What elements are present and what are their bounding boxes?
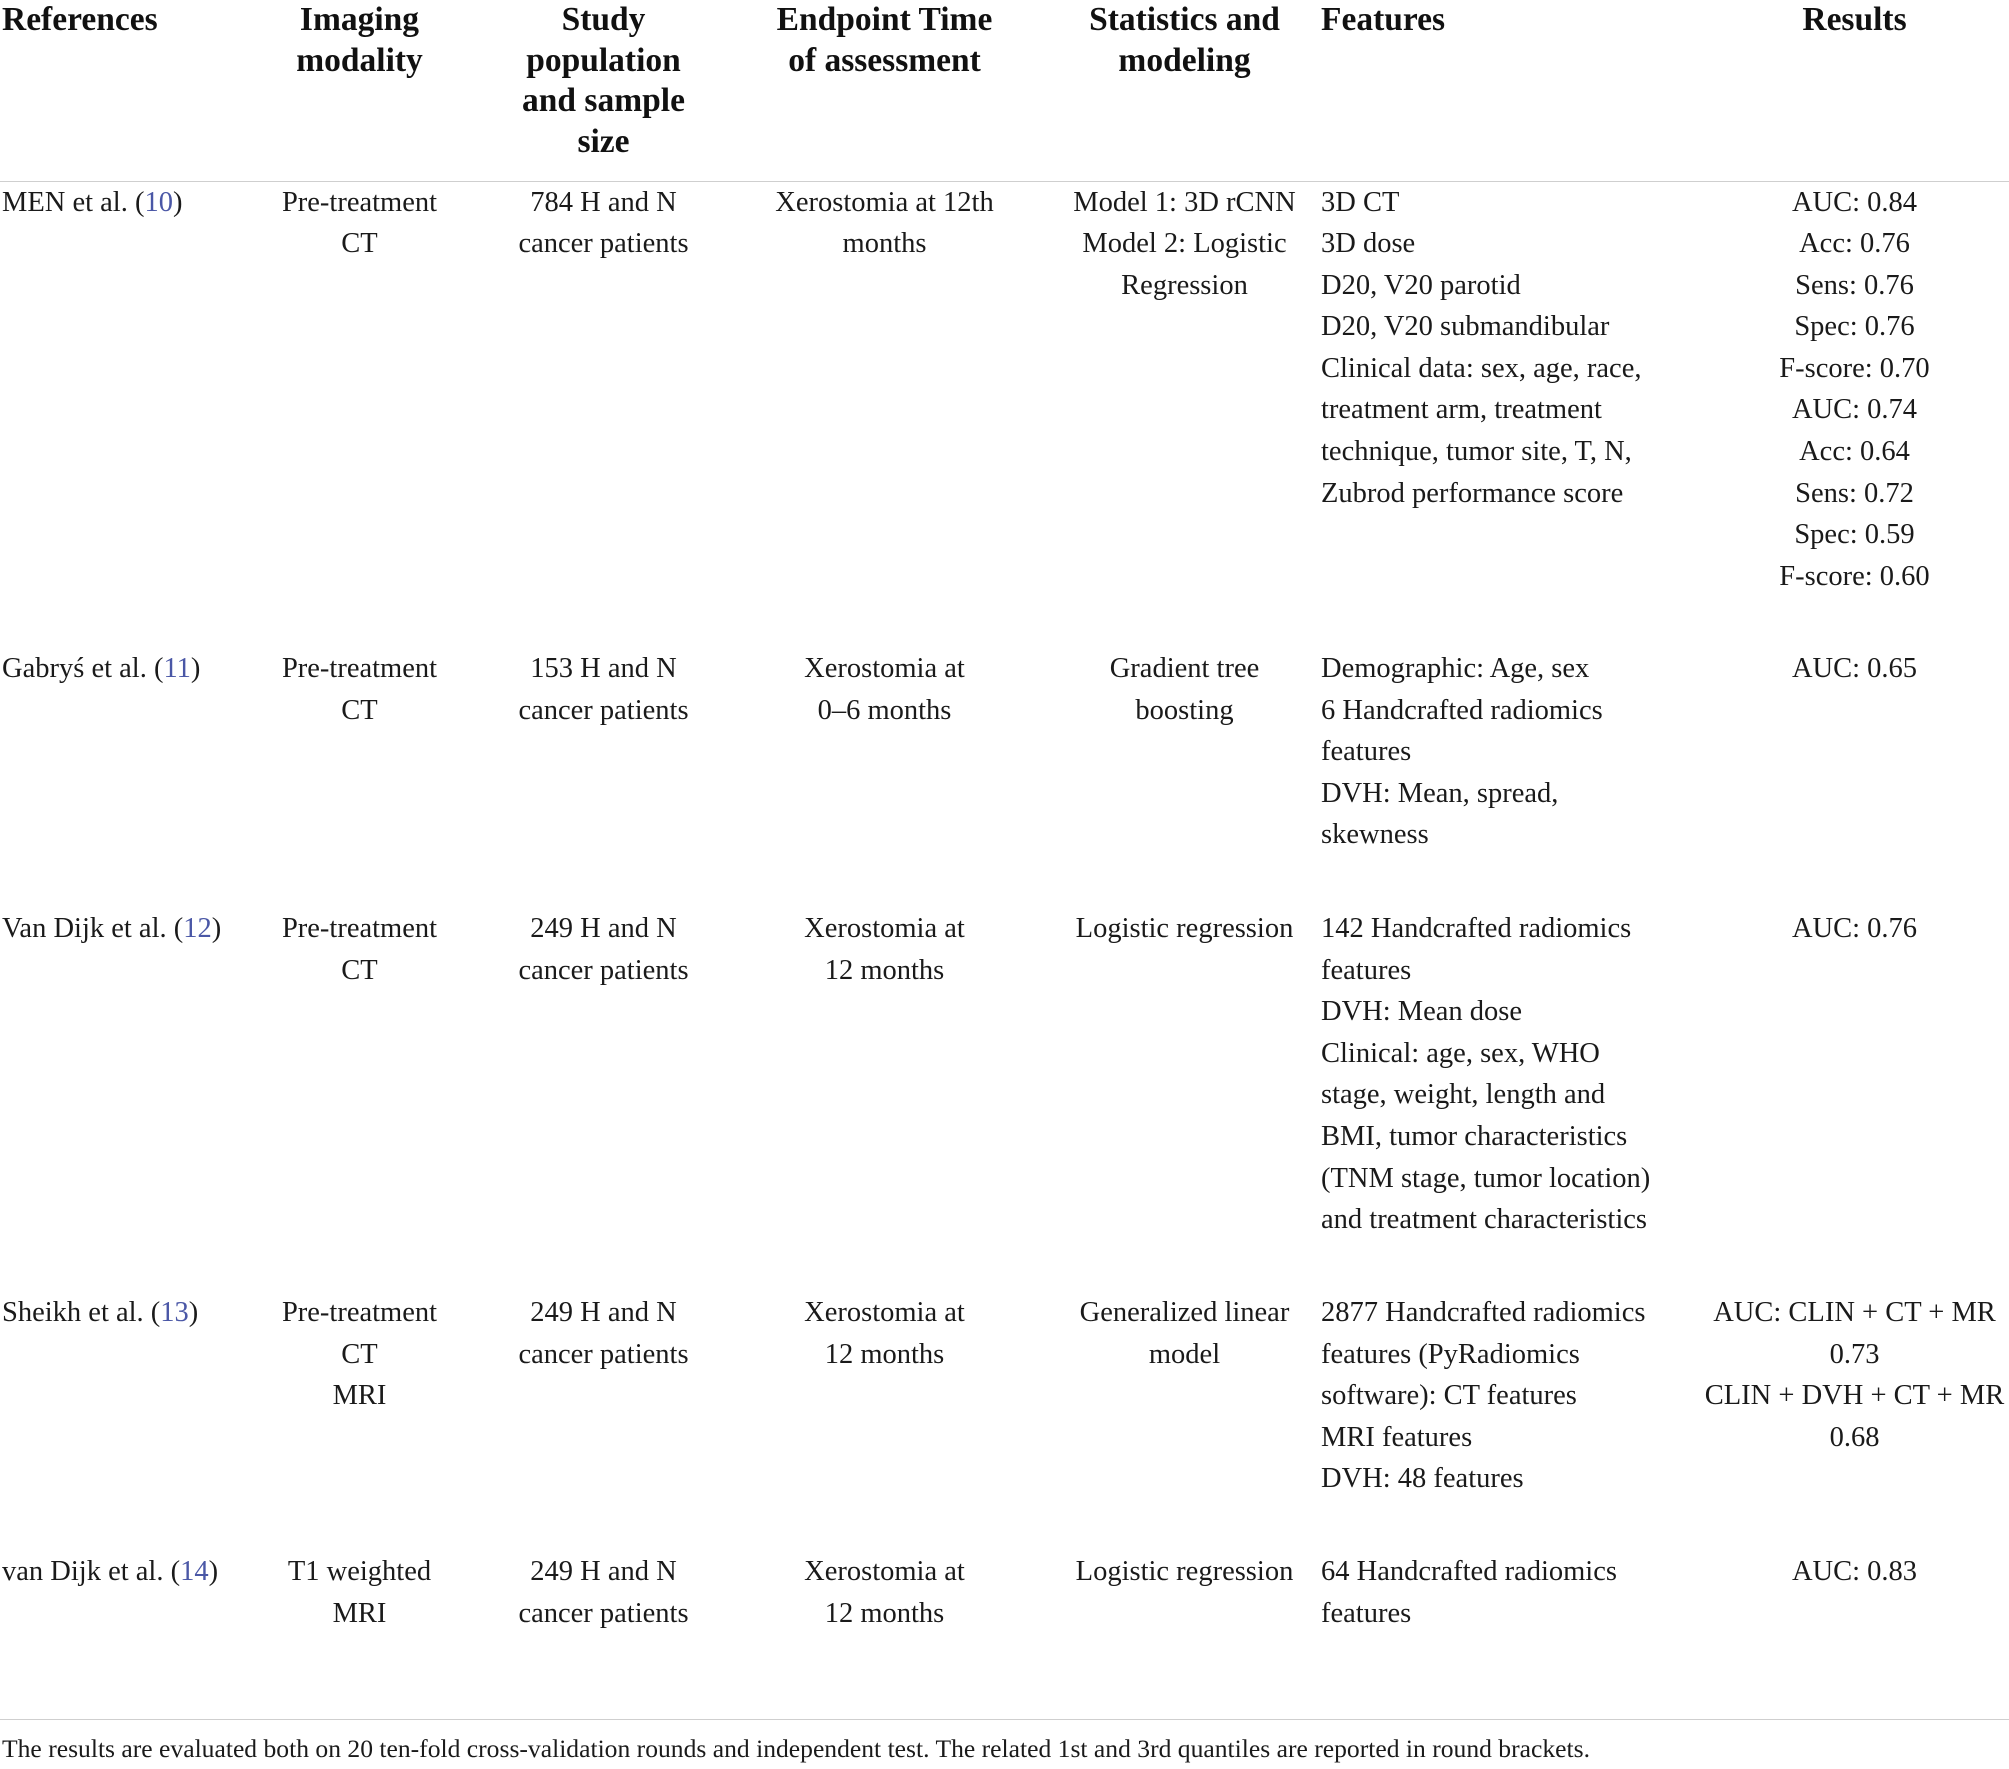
reference-author: Sheikh et al. ( [2,1297,161,1328]
features-cell: 142 Handcrafted radiomics features DVH: Mean dose Clinical: age, sex, WHO stage, weight, length and BMI, tumor characteristics (TNM stage, tumor location) and treatment characteristics [1321,913,1651,1236]
endpoint-cell: Xerostomia at 12th months [775,186,994,260]
reference-close: ) [172,186,183,218]
study-cell: 249 H and N cancer patients [518,1297,689,1370]
imaging-cell: Pre-treatment CT [281,653,438,726]
imaging-cell: T1 weighted MRI [287,1556,432,1629]
statistics-cell: Logistic regression [1075,913,1294,944]
endpoint-cell: Xerostomia at 12 months [804,1297,965,1370]
reference-cell [0,648,233,908]
reference-author: MEN et al. ( [2,186,145,218]
study-cell: 249 H and N cancer patients [518,1556,689,1629]
reference-cell [0,1292,233,1551]
header-statistics: Statistics and modeling [1089,1,1280,79]
study-cell: 249 H and N cancer patients [518,913,689,986]
header-row [0,0,2009,181]
reference-author: Gabryś et al. ( [2,653,164,684]
imaging-cell: Pre-treatment CT MRI [281,1297,438,1412]
table-footnote: The results are evaluated both on 20 ten-fold cross-validation rounds and independent test. The related 1st and 3rd quantiles are reported in round brackets. [2,1734,1590,1763]
results-cell: AUC: CLIN + CT + MR 0.73 CLIN + DVH + CT + MR 0.68 [1704,1297,2005,1453]
header-results: Results [1802,1,1907,38]
header-imaging-modality: Imaging modality [296,1,423,79]
reference-close: ) [188,1297,199,1328]
features-cell: 64 Handcrafted radiomics features [1321,1556,1617,1629]
endpoint-cell: Xerostomia at 12 months [804,913,965,986]
results-cell: AUC: 0.65 [1791,653,1918,684]
reference-link[interactable]: 12 [183,913,212,944]
header-references: References [2,1,158,38]
table-row [0,181,2009,648]
reference-author: Van Dijk et al. ( [2,913,184,944]
table-row [0,1292,2009,1551]
imaging-cell: Pre-treatment CT [281,186,438,260]
reference-link[interactable]: 14 [180,1556,209,1587]
reference-cell [0,181,233,648]
reference-link[interactable]: 13 [160,1297,189,1328]
reference-close: ) [208,1556,219,1587]
endpoint-cell: Xerostomia at 0–6 months [804,653,965,726]
features-cell: 2877 Handcrafted radiomics features (PyRadiomics software): CT features MRI features DVH: 48 features [1321,1297,1646,1495]
study-cell: 153 H and N cancer patients [518,653,689,726]
statistics-cell: Gradient tree boosting [1109,653,1260,726]
footer-divider [0,1719,2009,1720]
header-study-population: Study population and sample size [522,1,685,160]
reference-link[interactable]: 10 [144,186,173,218]
reference-close: ) [190,653,201,684]
imaging-cell: Pre-treatment CT [281,913,438,986]
table-row [0,1551,2009,1706]
reference-link[interactable]: 11 [163,653,191,684]
table-body [0,181,2009,1706]
features-cell: Demographic: Age, sex 6 Handcrafted radiomics features DVH: Mean, spread, skewness [1321,653,1603,851]
reference-cell [0,1551,233,1706]
endpoint-cell: Xerostomia at 12 months [804,1556,965,1629]
study-cell: 784 H and N cancer patients [518,186,689,260]
reference-author: van Dijk et al. ( [2,1556,181,1587]
header-endpoint: Endpoint Time of assessment [776,1,993,79]
table-row [0,908,2009,1292]
reference-close: ) [211,913,222,944]
table-header [0,0,2009,181]
results-cell: AUC: 0.84 Acc: 0.76 Sens: 0.76 Spec: 0.76 F-score: 0.70 AUC: 0.74 Acc: 0.64 Sens: 0.72 Spec: 0.59 F-score: 0.60 [1779,186,1930,592]
table-row [0,648,2009,908]
statistics-cell: Model 1: 3D rCNN Model 2: Logistic Regression [1073,186,1296,301]
features-cell: 3D CT 3D dose D20, V20 parotid D20, V20 submandibular Clinical data: sex, age, race, treatment arm, treatment technique, tumor site, T, N, Zubrod performance score [1321,186,1642,509]
statistics-cell: Generalized linear model [1079,1297,1290,1370]
statistics-cell: Logistic regression [1075,1556,1294,1587]
results-cell: AUC: 0.83 [1791,1556,1918,1587]
reference-cell [0,908,233,1292]
header-features: Features [1321,1,1446,38]
results-cell: AUC: 0.76 [1791,913,1918,944]
